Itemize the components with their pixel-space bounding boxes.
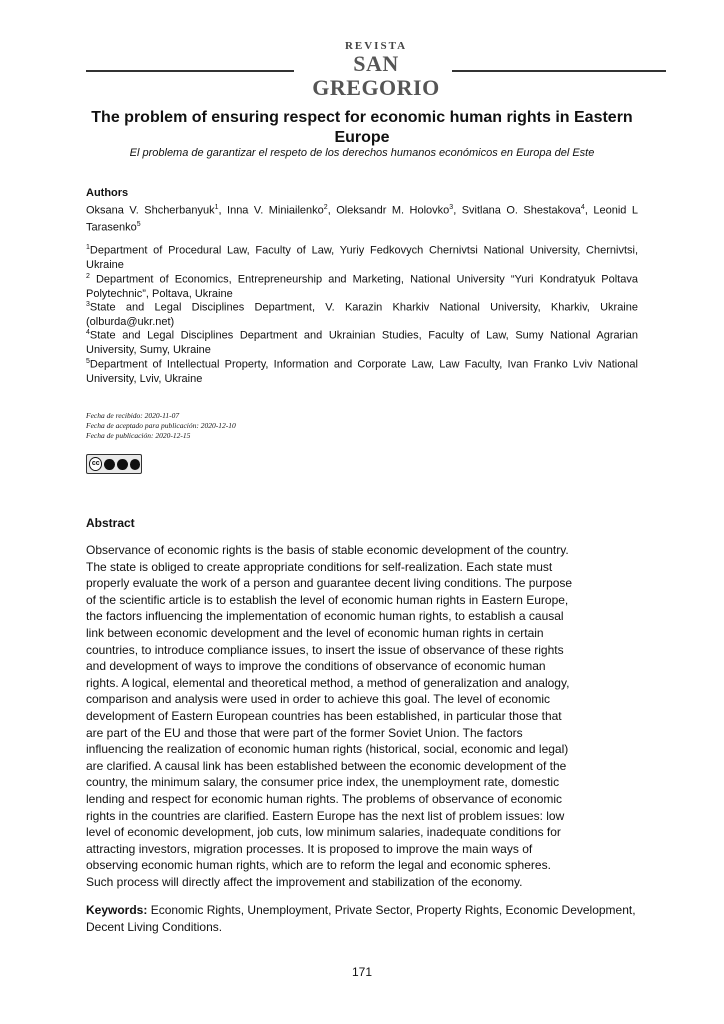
author-separator: , [453, 204, 462, 217]
cc-license-badge[interactable] [86, 454, 142, 474]
paper-subtitle: El problema de garantizar el respeto de los derechos humanos económicos en Europa del Este [129, 147, 595, 159]
affiliation-text: Department of Procedural Law, Faculty of Law, Yuriy Fedkovych Chernivtsi National University, Chernivtsi, Ukraine [86, 244, 638, 271]
abstract-line: the factors influencing the implementation of economic human rights, to establish a causal [86, 609, 564, 624]
abstract-line: lending and respect for economic human rights. The problems of observance of economic [86, 791, 563, 806]
author-name: Leonid L Tarasenko [86, 204, 638, 234]
affiliation-sup: 4 [86, 329, 90, 336]
abstract-line: properly evaluate the work of a person and guarantee decent living conditions. The purpose [86, 576, 573, 591]
author-name: Svitlana O. Shestakova [461, 204, 581, 217]
masthead-rule-right [452, 70, 666, 72]
publication-dates [86, 411, 236, 441]
abstract-line: comparison and analysis were used in order to achieve this goal. The level of economic [86, 692, 551, 707]
author-affil-sup: 4 [580, 204, 585, 211]
date-published: Fecha de publicación: 2020-12-15 [86, 431, 191, 440]
abstract-line: are part of the EU and those that were part of the former Soviet Union. The factors [86, 725, 523, 740]
abstract-line: development of Eastern European countries has been established, in particular those that [86, 708, 562, 723]
affiliation [86, 326, 638, 357]
abstract-line: countries, to introduce compliance issues, to insert the issue of observance of these rights [86, 642, 564, 657]
affiliation-text: State and Legal Disciplines Department, V. Karazin Kharkiv National University, Kharkiv, Ukraine (olburda@ukr.net) [86, 301, 638, 328]
abstract-line: Such process will directly affect the improvement and stabilization of the economy. [86, 874, 523, 889]
journal-logo-name: SAN GREGORIO [312, 51, 440, 100]
author-affil-sup: 5 [136, 220, 141, 228]
journal-logo-revista: REVISTA [344, 40, 408, 52]
nd-icon [130, 459, 141, 470]
by-icon [104, 459, 115, 470]
affiliation [86, 270, 638, 301]
abstract-line: of the scientific article is to establish the level of economic human rights in Eastern Europe, [86, 592, 569, 607]
affiliation-sup: 1 [86, 244, 90, 251]
affiliation-text: Department of Intellectual Property, Information and Corporate Law, Law Faculty, Ivan Franko Lviv National University, Lviv, Ukraine [86, 358, 638, 385]
author-affil-sup: 2 [323, 204, 328, 211]
author-affil-sup: 1 [214, 204, 219, 211]
abstract-line: Observance of economic rights is the basis of stable economic development of the country. [86, 543, 569, 557]
author-affil-sup: 3 [449, 204, 454, 211]
abstract-line: are clarified. A causal link has been established between the economic development of the [86, 758, 567, 773]
author-name: Oksana V. Shcherbanyuk [86, 204, 215, 217]
authors-heading: Authors [86, 187, 129, 199]
author-separator: , [327, 204, 337, 217]
cc-icon: cc [89, 457, 102, 471]
affiliation-sup: 2 [86, 273, 90, 280]
affiliation [86, 298, 638, 329]
abstract-line: country, the minimum salary, the consumer price index, the unemployment rate, domestic [86, 775, 560, 790]
abstract-body [86, 542, 638, 890]
affiliation [86, 241, 638, 272]
nc-icon [117, 459, 128, 470]
abstract-line: rights in the countries are clarified. Eastern Europe has the next list of problem issues: low [86, 808, 565, 823]
abstract-line: level of economic development, job cuts, low minimum salaries, inadequate conditions for [86, 825, 561, 840]
keywords [86, 902, 638, 935]
affiliation-sup: 3 [86, 301, 90, 308]
author-name: Oleksandr M. Holovko [336, 204, 450, 217]
abstract-line: rights. A logical, elemental and theoretical method, a method of generalization and analogy, [86, 675, 570, 690]
abstract-heading: Abstract [86, 516, 135, 530]
keywords-text: Economic Rights, Unemployment, Private Sector, Property Rights, Economic Development, Decent Living Conditions. [86, 903, 636, 934]
author-separator: , [218, 204, 228, 217]
abstract-line: The state is obliged to create appropriate conditions for self-realization. Each state must [86, 559, 553, 574]
affiliation-text: Department of Economics, Entrepreneurship and Marketing, National University “Yuri Kondratyuk Poltava Polytechnic”, Poltava, Ukraine [86, 273, 638, 300]
author-list [86, 201, 638, 234]
affiliation-sup: 5 [86, 358, 90, 365]
abstract-line: attracting investors, migration processes. It is proposed to improve the main ways of [86, 841, 533, 856]
affiliation-text: State and Legal Disciplines Department and Ukrainian Studies, Faculty of Law, Sumy National Agrarian University, Sumy, Ukraine [86, 329, 638, 356]
abstract-line: observing economic human rights, which are to reform the legal and economic spheres. [86, 858, 551, 873]
abstract-line: link between economic development and the level of economic human rights in certain [86, 625, 544, 640]
abstract-line: and development of ways to improve the conditions of observance of economic human [86, 659, 546, 674]
journal-masthead [86, 40, 666, 100]
keywords-label: Keywords: [86, 903, 148, 917]
abstract-line: influencing the realization of economic human rights (historical, social, economic and legal) [86, 742, 569, 757]
date-accepted: Fecha de aceptado para publicación: 2020-12-10 [86, 421, 236, 430]
masthead-rule-left [86, 70, 294, 72]
date-received: Fecha de recibido: 2020-11-07 [86, 411, 180, 420]
author-name: Inna V. Miniailenko [227, 204, 324, 217]
author-separator: , [584, 204, 594, 217]
paper-title: The problem of ensuring respect for economic human rights in Eastern Europe [91, 109, 633, 146]
journal-logo [296, 40, 456, 100]
affiliation [86, 355, 638, 386]
page-number: 171 [351, 965, 373, 979]
